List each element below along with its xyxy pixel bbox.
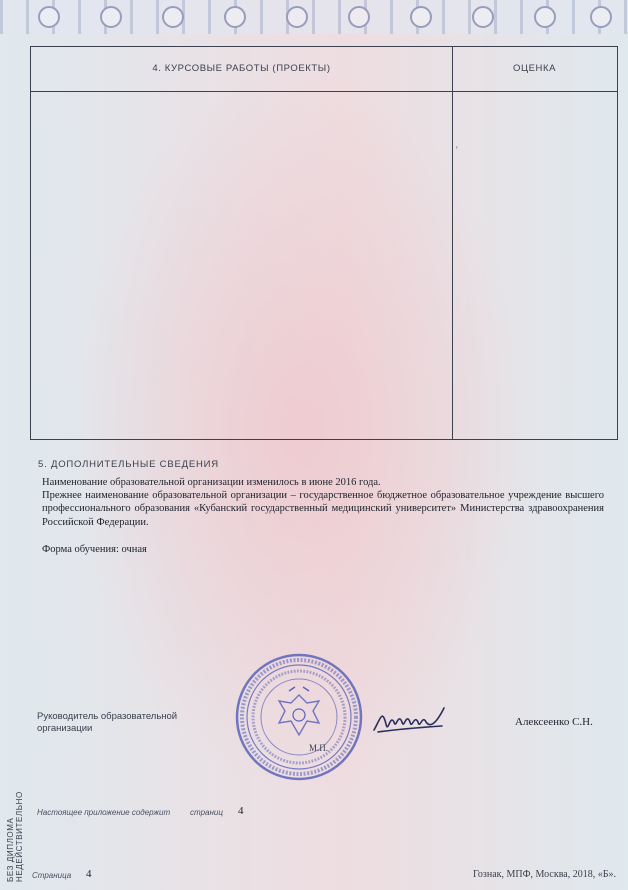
seal-place-label: М.П. — [309, 743, 329, 753]
pages-count: 4 — [238, 805, 244, 817]
additional-info-title: 5. ДОПОЛНИТЕЛЬНЫЕ СВЕДЕНИЯ — [38, 459, 219, 470]
ornament-ring — [286, 6, 308, 28]
ornament-ring — [590, 6, 612, 28]
pages-info-label: Настоящее приложение содержит — [37, 808, 171, 817]
info-paragraph: Прежнее наименование образовательной организации – государственное бюджетное образовательное учреждение высшего профессионального образования «Кубанский государственный медицинский университет» Министерства здравоохранения Российской Федерации. — [42, 490, 604, 528]
course-works-table — [30, 46, 618, 440]
printer-imprint: Гознак, МПФ, Москва, 2018, «Б». — [473, 869, 616, 880]
grade-column-header: ОЦЕНКА — [512, 63, 557, 74]
ornament-ring — [410, 6, 432, 28]
column-divider — [452, 47, 453, 439]
head-of-organization-name: Алексеенко С.Н. — [515, 716, 593, 728]
page-label: Страница — [32, 871, 72, 880]
security-pattern-band — [0, 0, 628, 34]
study-form: Форма обучения: очная — [42, 543, 147, 555]
official-seal — [233, 651, 365, 783]
page-number: 4 — [86, 868, 92, 880]
course-column-header: 4. КУРСОВЫЕ РАБОТЫ (ПРОЕКТЫ) — [152, 63, 331, 74]
ornament-ring — [224, 6, 246, 28]
ornament-ring — [348, 6, 370, 28]
head-of-organization-label: Руководитель образовательной организации — [37, 711, 178, 734]
signature — [372, 700, 446, 746]
ornament-ring — [100, 6, 122, 28]
validity-notice: БЕЗ ДИПЛОМА НЕДЕЙСТВИТЕЛЬНО — [6, 791, 24, 882]
tick-mark: ' — [456, 145, 458, 155]
info-paragraph: Наименование образовательной организации изменилось в июне 2016 года. — [42, 477, 381, 488]
ornament-ring — [38, 6, 60, 28]
ornament-ring — [472, 6, 494, 28]
ornament-ring — [162, 6, 184, 28]
pages-word: страниц — [190, 808, 223, 817]
ornament-ring — [534, 6, 556, 28]
header-divider — [31, 91, 617, 92]
additional-info-text — [42, 476, 604, 556]
